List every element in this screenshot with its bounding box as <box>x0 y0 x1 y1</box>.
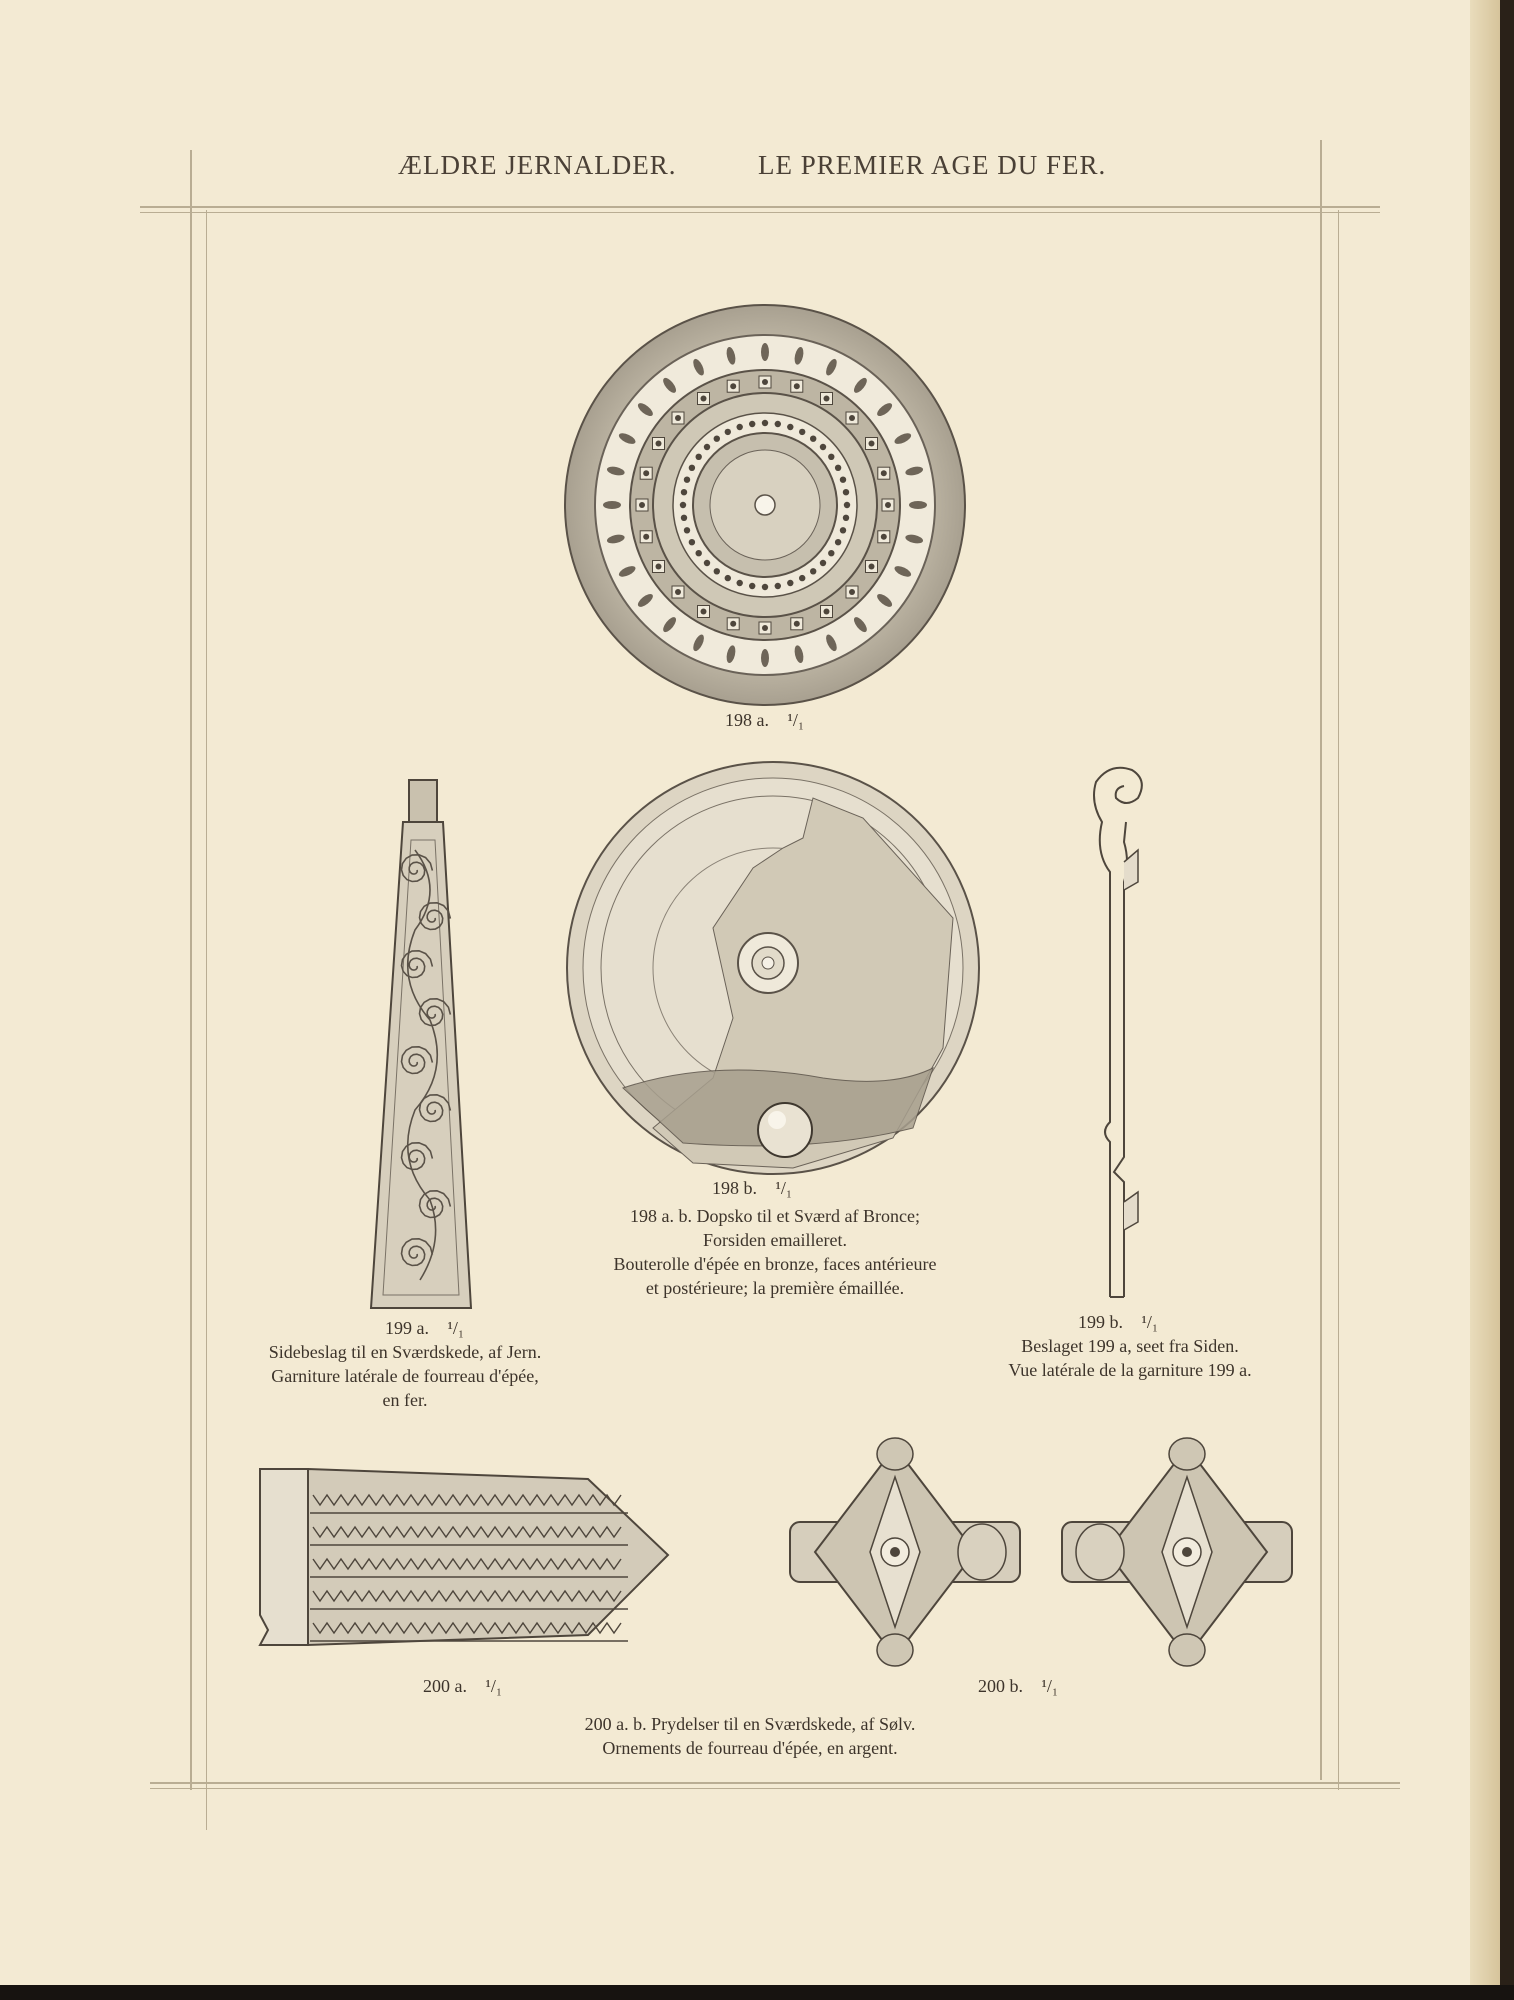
frame-rule-right-1 <box>1320 140 1322 1780</box>
figure-198b-chape-reverse-illustration <box>563 758 983 1178</box>
figure-200b-label <box>978 1676 1058 1697</box>
caption-199a-line-1: Sidebeslag til en Sværdskede, af Jern. <box>268 1342 542 1362</box>
figure-199a-label <box>385 1318 464 1339</box>
figure-200b-lozenge-ornament-left-illustration <box>790 1432 1020 1672</box>
figure-199b-number: 199 b. <box>1078 1312 1123 1332</box>
caption-199a-line-3: en fer. <box>382 1390 428 1410</box>
caption-199b-line-1: Beslaget 199 a, seet fra Siden. <box>1021 1336 1239 1356</box>
figure-200a-silver-ornament-illustration <box>258 1465 668 1655</box>
frame-rule-bottom-2 <box>150 1788 1400 1789</box>
frame-rule-top-1 <box>140 206 1380 208</box>
figure-199b-scale: ¹/₁ <box>1141 1312 1159 1332</box>
figure-200-caption <box>540 1712 960 1760</box>
running-header-right: LE PREMIER AGE DU FER. <box>758 150 1107 180</box>
figure-200a-number: 200 a. <box>423 1676 467 1696</box>
caption-200-line-1: 200 a. b. Prydelser til en Sværdskede, af Sølv. <box>584 1714 916 1734</box>
figure-198a-number: 198 a. <box>725 710 769 730</box>
frame-rule-left-2 <box>206 210 207 1830</box>
figure-198b-label <box>712 1178 792 1199</box>
caption-198-line-3: Bouterolle d'épée en bronze, faces antérieure <box>613 1254 937 1274</box>
scan-bottom-band <box>0 1985 1514 2000</box>
caption-199a-line-2: Garniture latérale de fourreau d'épée, <box>271 1366 539 1386</box>
caption-200-line-2: Ornements de fourreau d'épée, en argent. <box>602 1738 898 1758</box>
figure-199a-number: 199 a. <box>385 1318 429 1338</box>
figure-200a-label <box>423 1676 502 1697</box>
figure-200b-lozenge-ornament-right-illustration <box>1062 1432 1292 1672</box>
figure-200b-number: 200 b. <box>978 1676 1023 1696</box>
figure-199a-caption <box>230 1340 580 1412</box>
figure-199a-scale: ¹/₁ <box>447 1318 465 1338</box>
figure-200b-scale: ¹/₁ <box>1041 1676 1059 1696</box>
figure-200a-scale: ¹/₁ <box>485 1676 503 1696</box>
figure-199b-caption <box>965 1334 1295 1382</box>
caption-198-line-4: et postérieure; la première émaillée. <box>645 1278 905 1298</box>
frame-rule-top-2 <box>140 212 1380 213</box>
caption-198-line-2: Forsiden emailleret. <box>703 1230 847 1250</box>
running-header-left: ÆLDRE JERNALDER. <box>398 150 677 180</box>
caption-198-line-1: 198 a. b. Dopsko til et Sværd af Bronce; <box>630 1206 920 1226</box>
figure-198a-label <box>725 710 804 731</box>
caption-199b-line-2: Vue latérale de la garniture 199 a. <box>1008 1360 1252 1380</box>
figure-198-caption <box>565 1204 985 1300</box>
frame-rule-right-2 <box>1338 210 1339 1790</box>
figure-199a-side-mount-illustration <box>365 780 475 1310</box>
figure-199b-side-view-illustration <box>1080 762 1170 1302</box>
figure-198b-number: 198 b. <box>712 1178 757 1198</box>
frame-rule-left-1 <box>190 150 192 1790</box>
frame-rule-bottom-1 <box>150 1782 1400 1784</box>
page-edge <box>1470 0 1500 1985</box>
figure-198a-scale: ¹/₁ <box>787 710 805 730</box>
figure-198a-chape-disc-illustration <box>560 300 970 710</box>
figure-198b-scale: ¹/₁ <box>775 1178 793 1198</box>
figure-199b-label <box>1078 1312 1158 1333</box>
